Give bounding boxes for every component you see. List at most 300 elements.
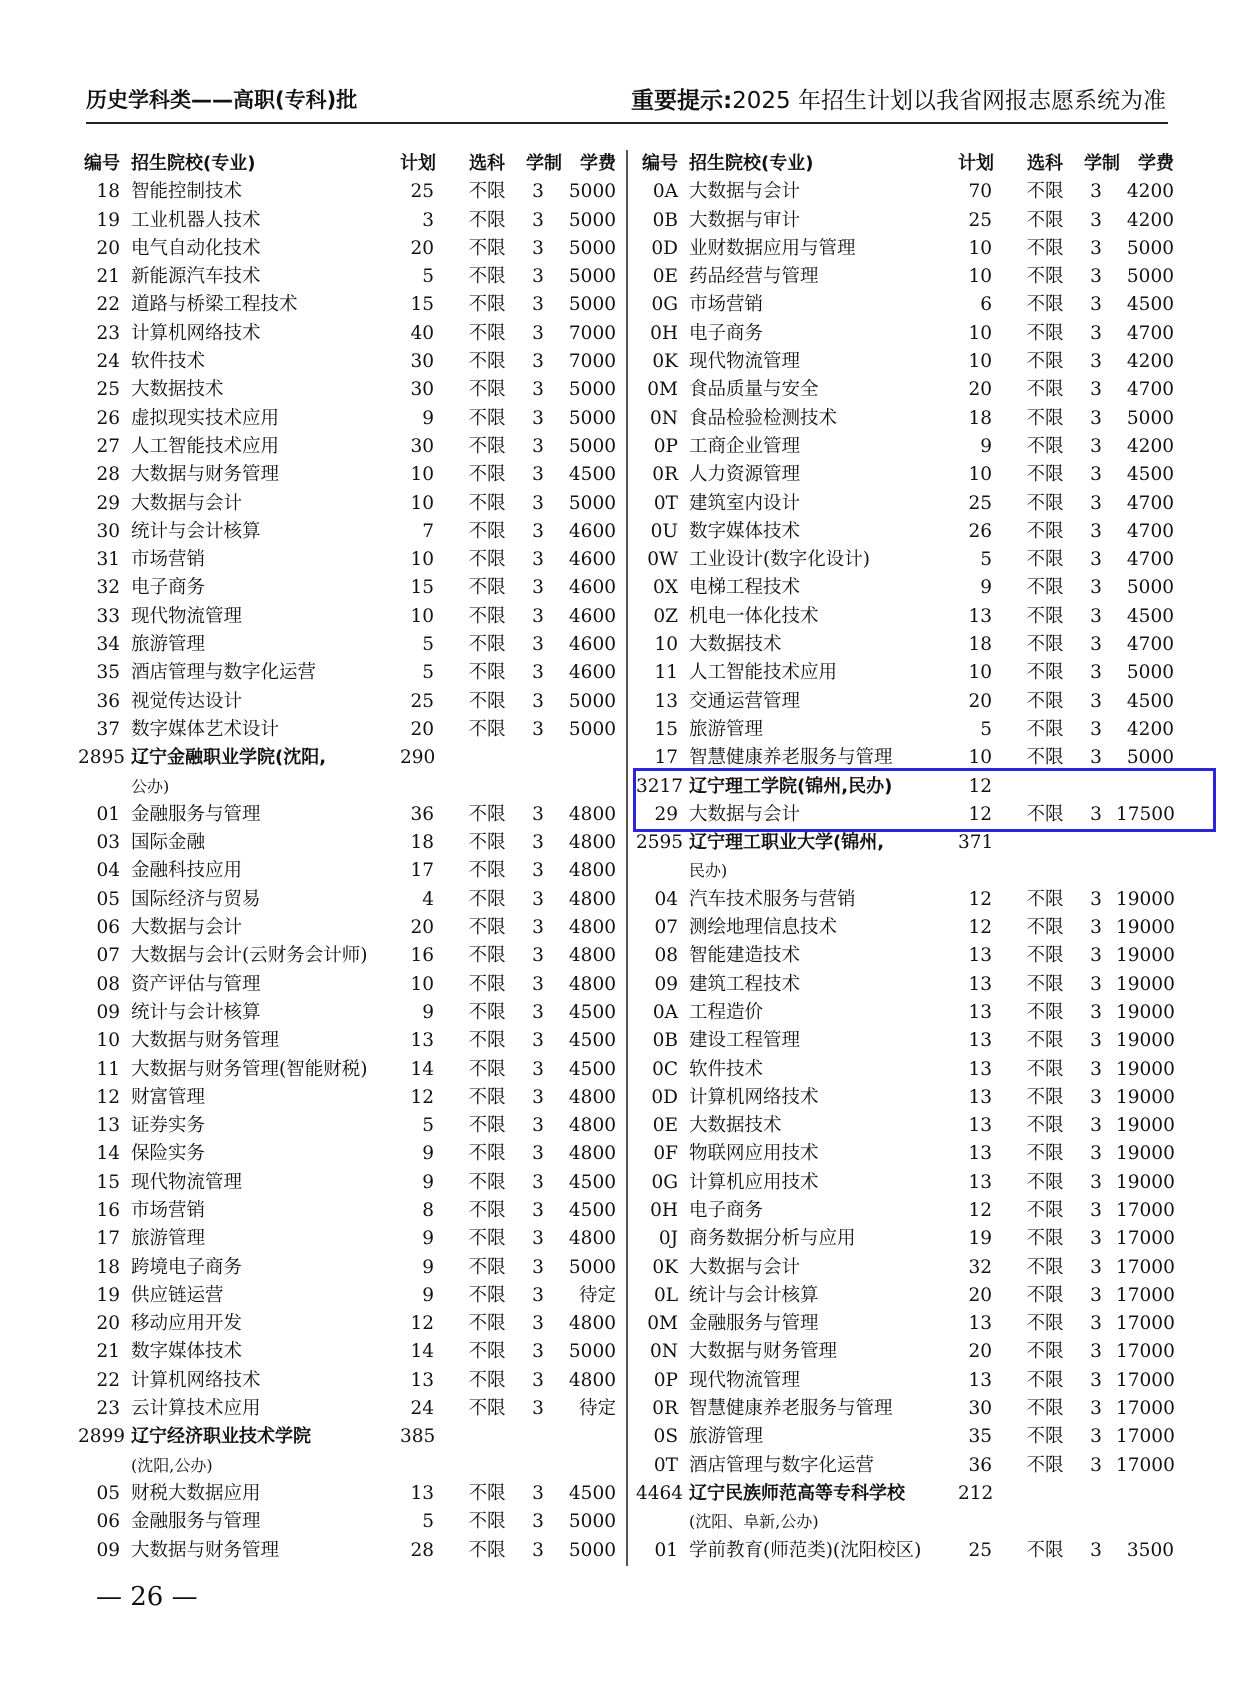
cell-code: 0L (653, 1284, 678, 1306)
cell-sel: 不限 (468, 1199, 506, 1221)
cell-fee: 4500 (1126, 294, 1174, 316)
cell-code: 06 (96, 1511, 120, 1533)
table-row (636, 1197, 1175, 1225)
cell-plan: 9 (422, 1143, 434, 1165)
table-row (636, 1140, 1175, 1168)
cell-fee: 19000 (1116, 1030, 1175, 1052)
cell-sel: 不限 (468, 237, 506, 259)
table-row (78, 631, 616, 659)
cell-sel: 不限 (468, 1369, 506, 1391)
table-header (78, 150, 616, 178)
cell-plan: 7 (422, 520, 434, 542)
table-row (636, 886, 1175, 914)
table-row (78, 574, 616, 602)
cell-plan: 10 (968, 351, 992, 373)
cell-name: 金融服务与管理 (131, 803, 261, 825)
cell-sel: 不限 (468, 634, 506, 656)
cell-code: 07 (654, 917, 678, 939)
cell-name: 财富管理 (131, 1086, 206, 1108)
cell-plan: 3 (422, 209, 434, 231)
cell-sel: 不限 (1026, 945, 1064, 967)
cell-name: 软件技术 (131, 351, 206, 373)
cell-dur: 3 (532, 1143, 544, 1165)
cell-plan: 8 (422, 1199, 434, 1221)
school-row (636, 1480, 1166, 1508)
cell-name: 智能控制技术 (131, 181, 243, 203)
cell-sel: 不限 (1026, 1454, 1064, 1476)
cell-code: 11 (654, 662, 678, 684)
left-column (78, 150, 616, 1565)
cell-code: 17 (96, 1228, 120, 1250)
cell-plan: 13 (968, 1369, 992, 1391)
cell-plan: 9 (422, 1228, 434, 1250)
cell-plan: 30 (410, 379, 434, 401)
cell-plan: 30 (410, 435, 434, 457)
cell-fee: 4600 (568, 634, 616, 656)
cell-code: 21 (96, 266, 120, 288)
cell-plan: 371 (958, 832, 994, 854)
table-row (636, 942, 1175, 970)
cell-sel: 不限 (1026, 209, 1064, 231)
cell-name: 计算机网络技术 (689, 1086, 819, 1108)
cell-code: 0E (652, 266, 678, 288)
cell-sel: 不限 (468, 1511, 506, 1533)
cell-fee: 4800 (568, 1086, 616, 1108)
cell-sel: 不限 (1026, 888, 1064, 910)
table-row (636, 1367, 1175, 1395)
school-row-continued (78, 773, 608, 801)
cell-fee: 4500 (568, 1171, 616, 1193)
cell-name: 大数据与财务管理(智能财税) (131, 1058, 368, 1080)
table-row (78, 1282, 616, 1310)
cell-name: 工商企业管理 (689, 435, 801, 457)
cell-name: 人工智能技术应用 (689, 662, 838, 684)
table-row (78, 546, 616, 574)
cell-code: 23 (96, 1398, 120, 1420)
cell-dur: 3 (1090, 1341, 1102, 1363)
cell-dur: 3 (532, 1001, 544, 1023)
cell-fee: 19000 (1116, 1143, 1175, 1165)
header-dur: 学制 (526, 153, 562, 174)
cell-fee: 5000 (568, 181, 616, 203)
cell-code: 20 (96, 237, 120, 259)
table-row (636, 716, 1174, 744)
cell-sel: 不限 (1026, 181, 1064, 203)
cell-name: 金融科技应用 (131, 860, 243, 882)
right-column (636, 150, 1175, 1565)
table-row (78, 1537, 616, 1565)
cell-code: 0H (650, 322, 678, 344)
cell-name: 新能源汽车技术 (131, 266, 261, 288)
cell-code: 19 (96, 209, 120, 231)
cell-fee: 19000 (1116, 917, 1175, 939)
cell-name: 大数据技术 (131, 379, 224, 401)
cell-sel: 不限 (468, 209, 506, 231)
cell-fee: 4700 (1126, 634, 1174, 656)
cell-name: 大数据与会计 (689, 181, 801, 203)
table-row (78, 1480, 616, 1508)
cell-fee: 5000 (568, 209, 616, 231)
cell-fee: 17000 (1116, 1454, 1175, 1476)
table-row (636, 1395, 1175, 1423)
cell-sel: 不限 (468, 1086, 506, 1108)
cell-sel: 不限 (468, 832, 506, 854)
cell-name: 业财数据应用与管理 (689, 237, 856, 259)
cell-plan: 9 (422, 1001, 434, 1023)
cell-name: 现代物流管理 (689, 1369, 801, 1391)
cell-dur: 3 (532, 294, 544, 316)
cell-plan: 10 (968, 747, 992, 769)
cell-code: 15 (654, 718, 678, 740)
cell-sel: 不限 (1026, 690, 1064, 712)
cell-name: 大数据与会计 (689, 1256, 801, 1278)
cell-sel: 不限 (468, 294, 506, 316)
cell-plan: 20 (968, 690, 992, 712)
cell-code: 0G (651, 294, 678, 316)
cell-plan: 20 (410, 237, 434, 259)
cell-fee: 5000 (1126, 747, 1174, 769)
cell-name: 供应链运营 (131, 1284, 224, 1306)
cell-plan: 30 (968, 1398, 992, 1420)
table-row (78, 518, 616, 546)
cell-dur: 3 (532, 1539, 544, 1561)
cell-name: 数字媒体技术 (131, 1341, 243, 1363)
table-row (78, 490, 616, 518)
cell-fee: 4700 (1126, 520, 1174, 542)
cell-code: 0D (651, 1086, 678, 1108)
cell-fee: 19000 (1116, 1058, 1175, 1080)
cell-name: 电子商务 (689, 1199, 764, 1221)
cell-sel: 不限 (468, 605, 506, 627)
cell-fee: 4200 (1126, 351, 1174, 373)
cell-plan: 20 (968, 1284, 992, 1306)
table-row (78, 1508, 616, 1536)
cell-dur: 3 (1090, 322, 1102, 344)
table-row (636, 1310, 1175, 1338)
cell-plan: 36 (968, 1454, 992, 1476)
cell-sel: 不限 (468, 1256, 506, 1278)
cell-sel: 不限 (1026, 718, 1064, 740)
cell-dur: 3 (532, 492, 544, 514)
cell-fee: 3500 (1126, 1539, 1174, 1561)
cell-plan: 13 (968, 1058, 992, 1080)
table-row (636, 1027, 1175, 1055)
cell-code: 2895 (78, 747, 126, 769)
cell-sel: 不限 (1026, 1086, 1064, 1108)
cell-code: 05 (96, 888, 120, 910)
cell-fee: 4800 (568, 973, 616, 995)
cell-plan: 9 (980, 577, 992, 599)
cell-sel: 不限 (1026, 634, 1064, 656)
cell-plan: 12 (410, 1313, 434, 1335)
cell-dur: 3 (532, 605, 544, 627)
left-table-body (78, 178, 616, 1565)
cell-plan: 14 (410, 1058, 434, 1080)
cell-fee: 4800 (568, 860, 616, 882)
cell-dur: 3 (532, 1030, 544, 1052)
cell-name: 电梯工程技术 (689, 577, 801, 599)
cell-plan: 385 (400, 1426, 436, 1448)
table-row (636, 659, 1174, 687)
cell-plan: 5 (422, 1511, 434, 1533)
cell-dur: 3 (1090, 1001, 1102, 1023)
table-row (636, 1169, 1175, 1197)
cell-sel: 不限 (468, 1030, 506, 1052)
table-row (636, 1282, 1175, 1310)
cell-dur: 3 (1090, 1284, 1102, 1306)
cell-plan: 12 (968, 917, 992, 939)
cell-code: 36 (96, 690, 120, 712)
header-fee: 学费 (1138, 153, 1174, 174)
table-row (636, 914, 1175, 942)
cell-dur: 3 (532, 549, 544, 571)
cell-code: 0D (651, 237, 678, 259)
school-row-continued (78, 1452, 608, 1480)
cell-name: 辽宁理工学院(锦州,民办) (689, 775, 893, 797)
table-row (78, 999, 616, 1027)
cell-fee: 4800 (568, 803, 616, 825)
cell-code: 12 (96, 1086, 120, 1108)
cell-dur: 3 (532, 860, 544, 882)
cell-sel: 不限 (468, 464, 506, 486)
cell-name: 旅游管理 (689, 1426, 764, 1448)
cell-fee: 5000 (568, 1511, 616, 1533)
cell-plan: 10 (968, 662, 992, 684)
cell-sel: 不限 (1026, 1313, 1064, 1335)
cell-name: 公办) (131, 776, 170, 796)
school-row (636, 829, 1166, 857)
cell-dur: 3 (1090, 464, 1102, 486)
cell-dur: 3 (1090, 1426, 1102, 1448)
cell-fee: 5000 (1126, 237, 1174, 259)
table-row (78, 829, 616, 857)
cell-fee: 7000 (568, 351, 616, 373)
cell-code: 26 (96, 407, 120, 429)
cell-sel: 不限 (468, 1482, 506, 1504)
cell-sel: 不限 (468, 266, 506, 288)
cell-plan: 25 (968, 209, 992, 231)
cell-name: 证券实务 (131, 1115, 206, 1137)
cell-name: (沈阳、阜新,公办) (689, 1512, 819, 1532)
cell-name: 大数据与财务管理 (131, 1539, 280, 1561)
cell-dur: 3 (532, 1398, 544, 1420)
cell-dur: 3 (1090, 520, 1102, 542)
cell-code: 0M (647, 1313, 678, 1335)
cell-sel: 不限 (1026, 407, 1064, 429)
cell-name: 人工智能技术应用 (131, 435, 280, 457)
cell-code: 0X (653, 577, 678, 599)
cell-fee: 4600 (568, 520, 616, 542)
cell-fee: 17000 (1116, 1284, 1175, 1306)
cell-dur: 3 (532, 1115, 544, 1137)
cell-sel: 不限 (1026, 435, 1064, 457)
cell-fee: 4500 (1126, 605, 1174, 627)
cell-dur: 3 (1090, 549, 1102, 571)
cell-sel: 不限 (1026, 803, 1064, 825)
cell-code: 0G (651, 1171, 678, 1193)
cell-sel: 不限 (468, 1143, 506, 1165)
cell-sel: 不限 (1026, 1030, 1064, 1052)
cell-dur: 3 (532, 690, 544, 712)
cell-plan: 12 (410, 1086, 434, 1108)
cell-sel: 不限 (468, 1171, 506, 1193)
cell-name: 旅游管理 (131, 634, 206, 656)
cell-dur: 3 (1090, 973, 1102, 995)
cell-dur: 3 (1090, 1256, 1102, 1278)
cell-fee: 19000 (1116, 888, 1175, 910)
cell-sel: 不限 (1026, 1426, 1064, 1448)
cell-plan: 28 (410, 1539, 434, 1561)
cell-name: 统计与会计核算 (131, 520, 261, 542)
table-row (636, 376, 1174, 404)
cell-sel: 不限 (468, 322, 506, 344)
cell-fee: 7000 (568, 322, 616, 344)
table-row (636, 235, 1174, 263)
cell-plan: 13 (410, 1030, 434, 1052)
cell-code: 0S (653, 1426, 678, 1448)
cell-code: 30 (96, 520, 120, 542)
cell-plan: 25 (410, 690, 434, 712)
cell-plan: 5 (980, 718, 992, 740)
table-row (78, 1140, 616, 1168)
cell-name: 建筑室内设计 (689, 492, 801, 514)
cell-fee: 4800 (568, 945, 616, 967)
table-row (78, 716, 616, 744)
cell-sel: 不限 (468, 577, 506, 599)
cell-fee: 4200 (1126, 435, 1174, 457)
cell-fee: 17000 (1116, 1341, 1175, 1363)
cell-plan: 9 (422, 407, 434, 429)
table-row (78, 801, 616, 829)
cell-name: 视觉传达设计 (131, 690, 243, 712)
cell-name: 市场营销 (689, 294, 764, 316)
highlight-box (633, 768, 1216, 832)
cell-name: 计算机网络技术 (131, 322, 261, 344)
cell-code: 0E (652, 1115, 678, 1137)
cell-code: 01 (96, 803, 120, 825)
cell-name: 商务数据分析与应用 (689, 1228, 856, 1250)
cell-plan: 13 (410, 1369, 434, 1391)
cell-dur: 3 (532, 662, 544, 684)
cell-plan: 32 (968, 1256, 992, 1278)
cell-plan: 18 (968, 634, 992, 656)
header-dur: 学制 (1084, 153, 1120, 174)
cell-dur: 3 (1090, 1199, 1102, 1221)
cell-sel: 不限 (468, 917, 506, 939)
cell-name: 食品质量与安全 (689, 379, 819, 401)
cell-plan: 13 (968, 1001, 992, 1023)
cell-plan: 30 (410, 351, 434, 373)
cell-plan: 25 (410, 181, 434, 203)
table-row (636, 688, 1174, 716)
cell-dur: 3 (1090, 266, 1102, 288)
school-row (78, 744, 608, 772)
cell-name: 大数据与财务管理 (131, 1030, 280, 1052)
table-row (78, 178, 616, 206)
cell-plan: 12 (968, 1199, 992, 1221)
cell-name: 大数据与会计 (131, 917, 243, 939)
cell-sel: 不限 (1026, 1284, 1064, 1306)
table-row (636, 405, 1174, 433)
cell-sel: 不限 (1026, 973, 1064, 995)
cell-plan: 35 (968, 1426, 992, 1448)
cell-plan: 26 (968, 520, 992, 542)
cell-code: 0A (652, 181, 678, 203)
cell-name: 数字媒体艺术设计 (131, 718, 280, 740)
table-row (78, 1197, 616, 1225)
cell-code: 0K (652, 351, 678, 373)
cell-dur: 3 (532, 1199, 544, 1221)
cell-sel: 不限 (468, 1539, 506, 1561)
table-row (636, 348, 1174, 376)
cell-dur: 3 (1090, 1539, 1102, 1561)
cell-sel: 不限 (468, 945, 506, 967)
cell-code: 0H (650, 1199, 678, 1221)
table-row (636, 1338, 1175, 1366)
table-row (636, 1056, 1175, 1084)
cell-code: 0B (652, 209, 678, 231)
cell-code: 0Z (653, 605, 678, 627)
table-row (78, 971, 616, 999)
table-row (636, 320, 1174, 348)
cell-fee: 19000 (1116, 1171, 1175, 1193)
cell-code: 0R (652, 1398, 678, 1420)
cell-name: 机电一体化技术 (689, 605, 819, 627)
table-row (636, 971, 1175, 999)
table-row (78, 1084, 616, 1112)
cell-sel: 不限 (468, 718, 506, 740)
cell-sel: 不限 (1026, 549, 1064, 571)
cell-code: 24 (96, 351, 120, 373)
table-row (78, 886, 616, 914)
cell-fee: 4500 (568, 1482, 616, 1504)
cell-fee: 4500 (1126, 464, 1174, 486)
table-row (78, 942, 616, 970)
cell-name: 国际经济与贸易 (131, 888, 261, 910)
cell-sel: 不限 (1026, 917, 1064, 939)
cell-name: 大数据技术 (689, 634, 782, 656)
cell-name: 大数据与会计 (131, 492, 243, 514)
cell-dur: 3 (1090, 492, 1102, 514)
cell-code: 11 (96, 1058, 120, 1080)
cell-code: 0N (650, 1341, 678, 1363)
cell-fee: 17000 (1116, 1256, 1175, 1278)
cell-sel: 不限 (468, 1228, 506, 1250)
cell-plan: 12 (968, 803, 992, 825)
cell-plan: 10 (410, 464, 434, 486)
cell-dur: 3 (532, 634, 544, 656)
cell-dur: 3 (1090, 1228, 1102, 1250)
cell-fee: 4800 (568, 917, 616, 939)
cell-sel: 不限 (1026, 294, 1064, 316)
cell-name: 辽宁民族师范高等专科学校 (689, 1482, 905, 1504)
cell-code: 19 (96, 1284, 120, 1306)
cell-sel: 不限 (1026, 605, 1064, 627)
cell-plan: 20 (410, 718, 434, 740)
cell-dur: 3 (1090, 577, 1102, 599)
cell-name: 资产评估与管理 (131, 973, 261, 995)
cell-plan: 19 (968, 1228, 992, 1250)
cell-plan: 10 (968, 266, 992, 288)
table-row (78, 1310, 616, 1338)
cell-name: 智能建造技术 (689, 945, 801, 967)
table-row (78, 1225, 616, 1253)
cell-code: 0C (652, 1058, 678, 1080)
cell-code: 28 (96, 464, 120, 486)
cell-sel: 不限 (468, 1398, 506, 1420)
table-row (78, 235, 616, 263)
header-plan: 计划 (958, 153, 994, 174)
